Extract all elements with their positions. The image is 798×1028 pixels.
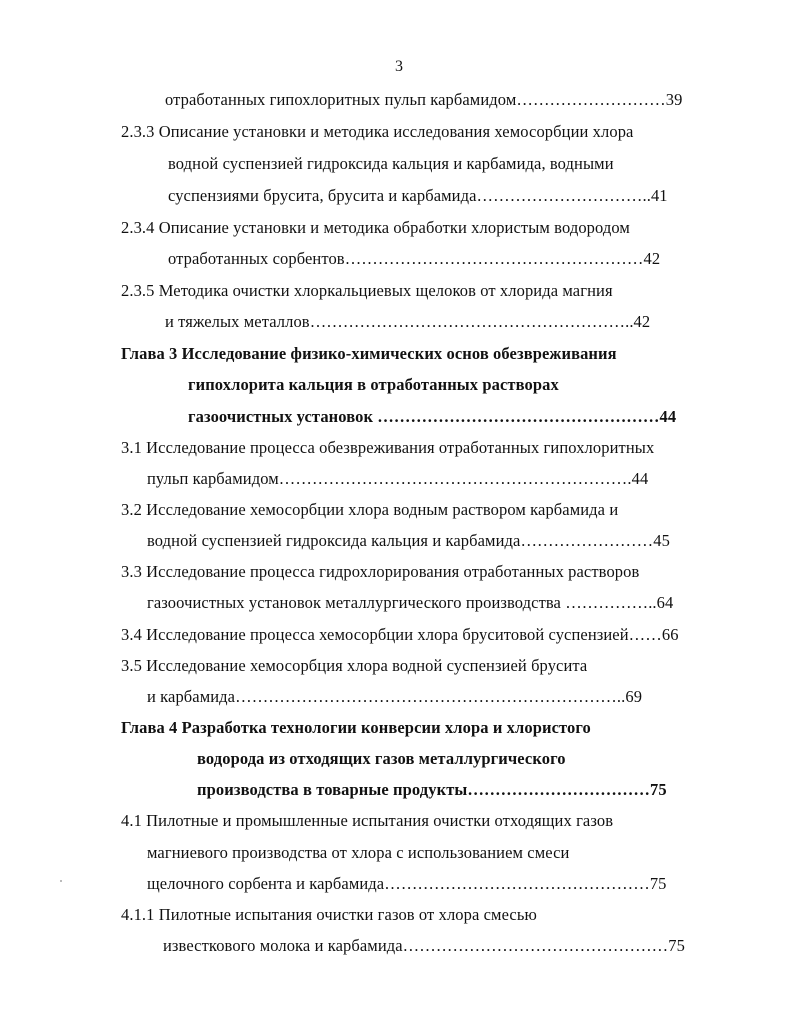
- chapter-heading: газоочистных установок ……………………………………………44: [188, 407, 677, 426]
- toc-line: 3.5 Исследование хемосорбция хлора водной суспензией брусита: [121, 656, 588, 675]
- toc-line: 4.1.1 Пилотные испытания очистки газов от хлора смесью: [121, 905, 537, 924]
- toc-line: щелочного сорбента и карбамида…………………………………………75: [147, 874, 667, 893]
- chapter-heading: водорода из отходящих газов металлургического: [197, 749, 566, 768]
- toc-line: пульп карбамидом……………………………………………………….44: [147, 469, 649, 488]
- toc-line: 3.4 Исследование процесса хемосорбции хлора бруситовой суспензией……66: [121, 625, 679, 644]
- toc-line: 3.3 Исследование процесса гидрохлорирования отработанных растворов: [121, 562, 640, 581]
- toc-line: водной суспензией гидроксида кальция и карбамида……………………45: [147, 531, 670, 550]
- toc-line: и тяжелых металлов…………………………………………………..42: [165, 312, 651, 331]
- toc-line: 2.3.3 Описание установки и методика исследования хемосорбции хлора: [121, 122, 634, 141]
- toc-line: суспензиями брусита, брусита и карбамида…………………………..41: [168, 186, 668, 205]
- chapter-heading: производства в товарные продукты……………………………75: [197, 780, 667, 799]
- toc-line: и карбамида……………………………………………………………..69: [147, 687, 643, 706]
- page-number: 3: [395, 58, 403, 75]
- chapter-heading: Глава 3 Исследование физико-химических основ обезвреживания: [121, 344, 617, 363]
- toc-line: газоочистных установок металлургического производства ……………..64: [147, 593, 674, 612]
- scan-speck: [60, 880, 62, 882]
- toc-line: 2.3.5 Методика очистки хлоркальциевых щелоков от хлорида магния: [121, 281, 613, 300]
- toc-line: отработанных гипохлоритных пульп карбамидом………………………39: [165, 90, 683, 109]
- toc-line: 3.2 Исследование хемосорбции хлора водным раствором карбамида и: [121, 500, 619, 519]
- chapter-heading: Глава 4 Разработка технологии конверсии хлора и хлористого: [121, 718, 591, 737]
- toc-line: известкового молока и карбамида…………………………………………75: [163, 936, 685, 955]
- toc-line: 3.1 Исследование процесса обезвреживания отработанных гипохлоритных: [121, 438, 655, 457]
- toc-line: отработанных сорбентов………………………………………………42: [168, 249, 661, 268]
- toc-line: магниевого производства от хлора с использованием смеси: [147, 843, 570, 862]
- toc-line: 2.3.4 Описание установки и методика обработки хлористым водородом: [121, 218, 630, 237]
- toc-line: водной суспензией гидроксида кальция и карбамида, водными: [168, 154, 614, 173]
- toc-line: 4.1 Пилотные и промышленные испытания очистки отходящих газов: [121, 811, 614, 830]
- chapter-heading: гипохлорита кальция в отработанных растворах: [188, 375, 559, 394]
